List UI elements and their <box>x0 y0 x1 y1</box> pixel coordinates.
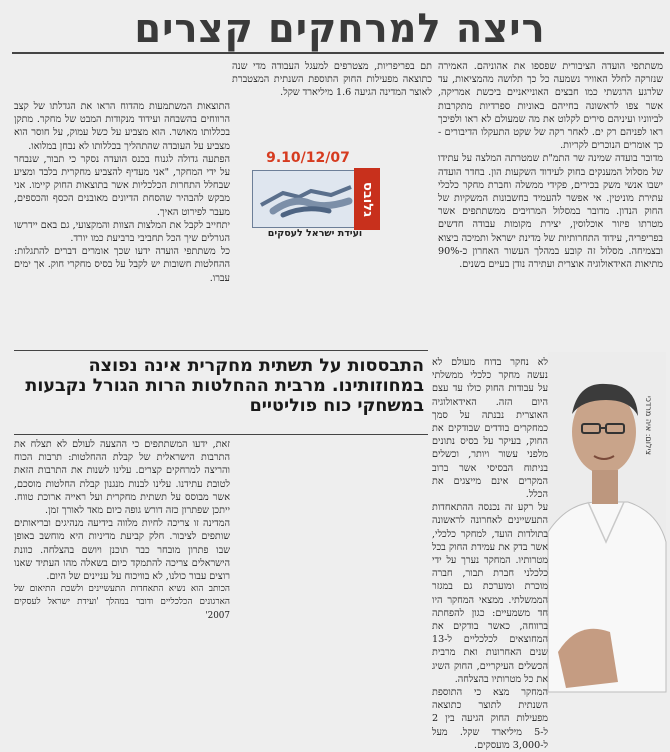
article-paragraph: יתחייב לקבל את המלצות הצוות והמקצועי, גם באם יידרשו הגורלים שיך הכל תחביבי ברביעת כמו יורד. <box>14 219 230 245</box>
article-paragraph: תם בפריפריות, מצטרפים למעגל העבודה מדי שנה כתוצאה מפעילות החוק התוספת השנתית המצטברת לאוצר המדינה הגיעה 1.6 מיליארד שקל. <box>232 61 432 99</box>
article-paragraph: המדינה זו צריכה לחיות מלווה בידיעה מנהיגים ובריאותים שותפים לציבור. חלק קביעת מדיניות היא מוחשב באופן שבו פתרון מובחר כבר תוכנן ויושם בהצלחה. כוונת הישראלים צריכה להתמקד כיום בשאלה מהו העתיד שאנו רוצים עבור כולנו, לא בוויכוח על עניינים של היום. <box>14 518 230 583</box>
article-paragraph: כל משתתפי הועדה ידעו שכך אומרים דברים להתגלות: ההחלטות חשובות יש לקבל על בסיס מחקרי חוק. אך ימים עברו. <box>14 246 230 284</box>
event-date: 9.10/12/07 <box>266 150 350 166</box>
article-paragraph: לא נחקר בדוח מעולם לא נעשה מחקר כלכלי ממשלתי על עבודות החוק כולו עד עצם היום הזה. האידאולוגיה האוצרית נבנתה על סמך כמחקרים בודדים שבודקים את החוק, בעיקר על בסיס נתונים מלפני עשור ויותר, וכשלים בניתוח הבסיסי אשר ברוב המקרים אינם מייצגים את הכלל. <box>432 357 548 501</box>
headline-rule <box>12 52 664 54</box>
article-paragraph: משתתפי הועדה הציבורית שפספו את אהוניהם. האמירה שנזרקה לחלל האוויר נשמעה כל כך תלושה מהמציאות, עד שלרגע הרגשתי כמו חבצים האונייאניים ביכשת אמריקה, אשר צפו לראשונה בחייהם באוניות ספרדיות מתקרבות לביווניו ועיניהם סירים לקלוט את מה שמעולם לא ראו ולפיכך ראו לפניהם רק ים. לאחר רקה של שקט התעקלו הדיבורים - כך אומרים הנוכרים לקריות. <box>438 61 663 152</box>
article-column-left-top <box>14 100 230 350</box>
globes-logo: גלובס <box>354 168 380 230</box>
article-paragraph: הכותב הוא נשיא התאחדות התעשיינים ולשכת התיאום של הארגונים הכלכליים ודובר במהלך 'ועידת ישראל לעסקים 2007' <box>14 584 230 621</box>
article-paragraph: על רקע זה נכנסה ההתאחדות התעשיינים לאחרונה לראשונה בתולדות הועד, למחקר כלכלי, אשר בדק את עמידת החוק בכל מטרותיו. המחקר נערך על ידי כלכלני חברת תבור, חברה מוכרת ומוערכת גם במגזר הממשלתי. ממצאי המחקר היו חד משמעיים: כגון להפחתה ברווחה, כאשר בודקים את המחוצאים לכלכליים ל-13 שנים האחרונות ואת מרבית הכשלים העיקריים, החוק השיג את כל מטרותיו בהצלחה. <box>432 502 548 685</box>
photo-credit: צילום: איה מרדכי <box>644 396 653 456</box>
article-paragraph: התוצאות המשתמעות מהדוח הראו את הגדלתו של קצב הרווחים בהשבחה ועידוד מנקודות המבט של מחקר. מתקן בכללותו מאושר. הוא מצביע על כשל עמוק, על חוסר הוא מצביע על העובדה שהתהליך בכללותו לא נבחן במלואו. <box>14 101 230 152</box>
page-headline: ריצה למרחקים קצרים <box>134 6 546 52</box>
article-column-center-bottom <box>432 356 548 751</box>
article-paragraph: הפתעה גדולה לגנוח בכנס הועדה נסקר כי תבור, שנבחר על ידי המחקר, "אני מעדיף להצביע מחקרית בלבד ומציע שבחלל התחרות הכלכליות אשר בתוצאות החוק קיימו. אני מבקש להבהיר שהסחת הדיונים מאובנים הכסף והכספים, מעבר לפירוט האיך. <box>14 153 230 218</box>
article-column-right-top <box>438 60 663 350</box>
conference-logo <box>252 170 366 228</box>
article-paragraph: המחקר מצא כי התוספת השנתית לתוצר כתוצאה מפעילות החוק הגיעה בין 2 ל-5 מיליארד שקל. מעל ל-3,000 מועסקים. <box>432 687 548 751</box>
section-rule <box>14 350 428 351</box>
section-rule <box>14 434 428 435</box>
article-column-middle-top <box>232 60 432 160</box>
article-paragraph: מדובר בועדה שמינה שר התמ"ת שמטרתה המלצה על עתידו של מסלול המענקים בחוק לעידוד השקעות הון. בחדר הועדה ישבו אנשי משק בכירים, פקידי ממשלה וחברת מחקר כלכלי עתירת מוניטין. אי אפשר להעמיד בחשבונות המשקיות של החוק הנדון. מדובר במסלול המרויבים ממשתתפים אשר מטרתו פיזור אוכלוסין, יצירת מקומות עבודה חדשים בפריפריה, עידוד התחרותיות של מדינת ישראל ותמיכה ביצוא ובצמיחה. מסלול זה קובע במהלך העשור האחרון כ-90% מתיאות האידאולוגיה אוצרית ועתירה נודן בעיים בשנים. <box>438 153 663 271</box>
article-paragraph: זאת, ידעו המשתתפים כי ההצעה לעולם לא תצלח את התרבות הישראלית של קבלת ההחלטות: תרבות הכוח והריצה למרחקים קצרים. עלינו לשנות את התרבות הזאת לטובת עתידנו. עלינו לבנות מנגנון קבלת החלטות מוסכם, אשר מבוסס על תשתית מחקרית ועל ראייה ארוכת טווח. ייתכן שפתרון כזה דורש גופה כיום מאד לאורך זמן. <box>14 439 230 517</box>
handshake-icon <box>253 171 365 227</box>
conference-caption: ועידת ישראל לעסקים <box>267 228 363 239</box>
pull-quote: התבססות על תשתית מחקרית אינה נפוצה במחוזותינו. מרבית ההחלטות הרות הגורל נקבעות במשחקי כוח פוליטיים <box>25 356 424 416</box>
article-column-left-bottom <box>14 438 230 688</box>
